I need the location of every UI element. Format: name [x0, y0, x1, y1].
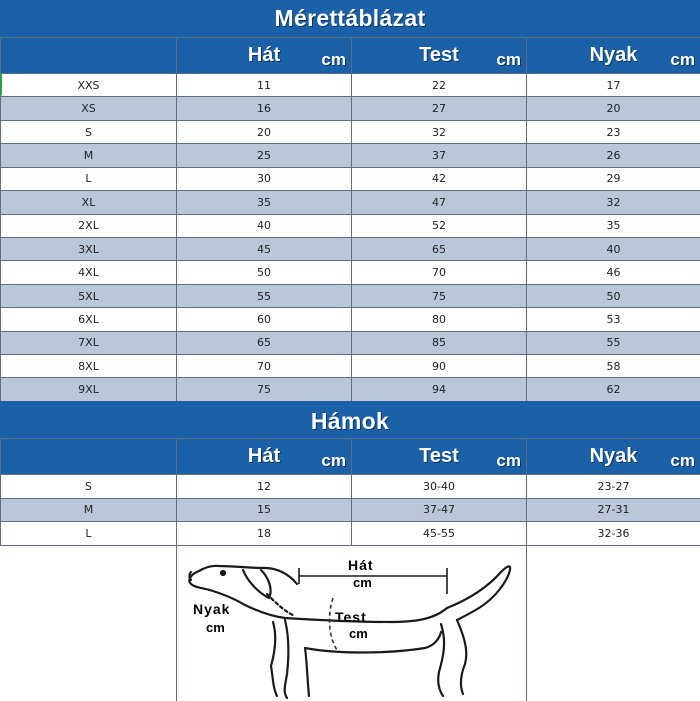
- cell-size: S: [1, 120, 177, 143]
- column-unit: cm: [670, 50, 695, 70]
- column-label: Hát: [248, 445, 280, 468]
- cell-test: 80: [352, 308, 527, 331]
- cell-test: 70: [352, 261, 527, 284]
- cell-size: M: [1, 498, 177, 522]
- column-unit: cm: [496, 50, 521, 70]
- cell-nyak: 27-31: [527, 498, 700, 522]
- table-row: [1, 475, 700, 499]
- header-corner: [1, 38, 177, 74]
- cell-test: 27: [352, 97, 527, 120]
- cell-nyak: 23-27: [527, 475, 700, 499]
- column-unit: cm: [321, 451, 346, 471]
- header-hat: [177, 439, 352, 475]
- cell-test: 30-40: [352, 475, 527, 499]
- cell-hat: 60: [177, 308, 352, 331]
- table-row: [1, 498, 700, 522]
- column-unit: cm: [321, 50, 346, 70]
- table-header-row: [1, 439, 700, 475]
- cell-test: 47: [352, 191, 527, 214]
- cell-test: 90: [352, 355, 527, 378]
- cell-test: 75: [352, 284, 527, 307]
- cell-hat: 11: [177, 74, 352, 97]
- cell-size: L: [1, 167, 177, 190]
- column-unit: cm: [670, 451, 695, 471]
- size-chart-title: Mérettáblázat: [0, 0, 700, 37]
- dog-diagram: [176, 545, 527, 701]
- cell-hat: 65: [177, 331, 352, 354]
- cell-hat: 18: [177, 522, 352, 546]
- cell-size: S: [1, 475, 177, 499]
- cell-size: 6XL: [1, 308, 177, 331]
- cell-nyak: 62: [527, 378, 700, 401]
- cell-nyak: 32: [527, 191, 700, 214]
- cell-nyak: 35: [527, 214, 700, 237]
- diagram-neck-label: Nyak: [193, 601, 230, 617]
- header-test: [352, 38, 527, 74]
- cell-hat: 75: [177, 378, 352, 401]
- column-label: Nyak: [590, 44, 638, 67]
- cell-hat: 35: [177, 191, 352, 214]
- cell-hat: 15: [177, 498, 352, 522]
- table-header-row: [1, 38, 700, 74]
- cell-size: 4XL: [1, 261, 177, 284]
- cell-hat: 25: [177, 144, 352, 167]
- cell-hat: 16: [177, 97, 352, 120]
- header-hat: [177, 38, 352, 74]
- cell-test: 45-55: [352, 522, 527, 546]
- cell-hat: 20: [177, 120, 352, 143]
- table-row: [1, 284, 700, 307]
- column-label: Test: [419, 44, 459, 67]
- cell-size: 3XL: [1, 237, 177, 260]
- harness-chart-table: [0, 438, 700, 546]
- cell-test: 32: [352, 120, 527, 143]
- cell-hat: 55: [177, 284, 352, 307]
- column-label: Nyak: [590, 445, 638, 468]
- cell-nyak: 40: [527, 237, 700, 260]
- table-row: [1, 261, 700, 284]
- column-unit: cm: [496, 451, 521, 471]
- cell-hat: 40: [177, 214, 352, 237]
- cell-nyak: 50: [527, 284, 700, 307]
- column-label: Hát: [248, 44, 280, 67]
- cell-size: 7XL: [1, 331, 177, 354]
- table-row: [1, 237, 700, 260]
- cell-test: 94: [352, 378, 527, 401]
- size-chart-table: [0, 37, 700, 402]
- cell-size: XXS: [1, 74, 177, 97]
- cell-nyak: 17: [527, 74, 700, 97]
- cell-nyak: 29: [527, 167, 700, 190]
- cell-nyak: 55: [527, 331, 700, 354]
- cell-nyak: 46: [527, 261, 700, 284]
- column-label: Test: [419, 445, 459, 468]
- diagram-back-unit: cm: [353, 575, 372, 590]
- cell-size: XL: [1, 191, 177, 214]
- cell-nyak: 53: [527, 308, 700, 331]
- table-row: [1, 378, 700, 401]
- cell-nyak: 26: [527, 144, 700, 167]
- cell-size: 2XL: [1, 214, 177, 237]
- table-row: [1, 74, 700, 97]
- cell-test: 37-47: [352, 498, 527, 522]
- cell-size: M: [1, 144, 177, 167]
- table-row: [1, 120, 700, 143]
- row-marker: [0, 73, 2, 95]
- cell-hat: 70: [177, 355, 352, 378]
- cell-nyak: 20: [527, 97, 700, 120]
- cell-size: 5XL: [1, 284, 177, 307]
- cell-test: 52: [352, 214, 527, 237]
- cell-hat: 45: [177, 237, 352, 260]
- table-row: [1, 214, 700, 237]
- table-row: [1, 97, 700, 120]
- table-row: [1, 522, 700, 546]
- header-corner: [1, 439, 177, 475]
- cell-hat: 30: [177, 167, 352, 190]
- table-row: [1, 191, 700, 214]
- harness-chart-title: Hámok: [0, 401, 700, 439]
- cell-size: XS: [1, 97, 177, 120]
- cell-test: 65: [352, 237, 527, 260]
- cell-size: 8XL: [1, 355, 177, 378]
- header-nyak: [527, 439, 700, 475]
- cell-test: 85: [352, 331, 527, 354]
- cell-nyak: 32-36: [527, 522, 700, 546]
- table-row: [1, 144, 700, 167]
- table-row: [1, 167, 700, 190]
- cell-size: 9XL: [1, 378, 177, 401]
- cell-test: 22: [352, 74, 527, 97]
- diagram-chest-label: Test: [335, 609, 367, 625]
- cell-test: 37: [352, 144, 527, 167]
- diagram-back-label: Hát: [348, 557, 374, 573]
- cell-hat: 50: [177, 261, 352, 284]
- cell-hat: 12: [177, 475, 352, 499]
- cell-test: 42: [352, 167, 527, 190]
- header-test: [352, 439, 527, 475]
- cell-nyak: 58: [527, 355, 700, 378]
- diagram-neck-unit: cm: [206, 620, 225, 635]
- header-nyak: [527, 38, 700, 74]
- diagram-chest-unit: cm: [349, 626, 368, 641]
- table-row: [1, 355, 700, 378]
- table-row: [1, 308, 700, 331]
- cell-size: L: [1, 522, 177, 546]
- table-row: [1, 331, 700, 354]
- cell-nyak: 23: [527, 120, 700, 143]
